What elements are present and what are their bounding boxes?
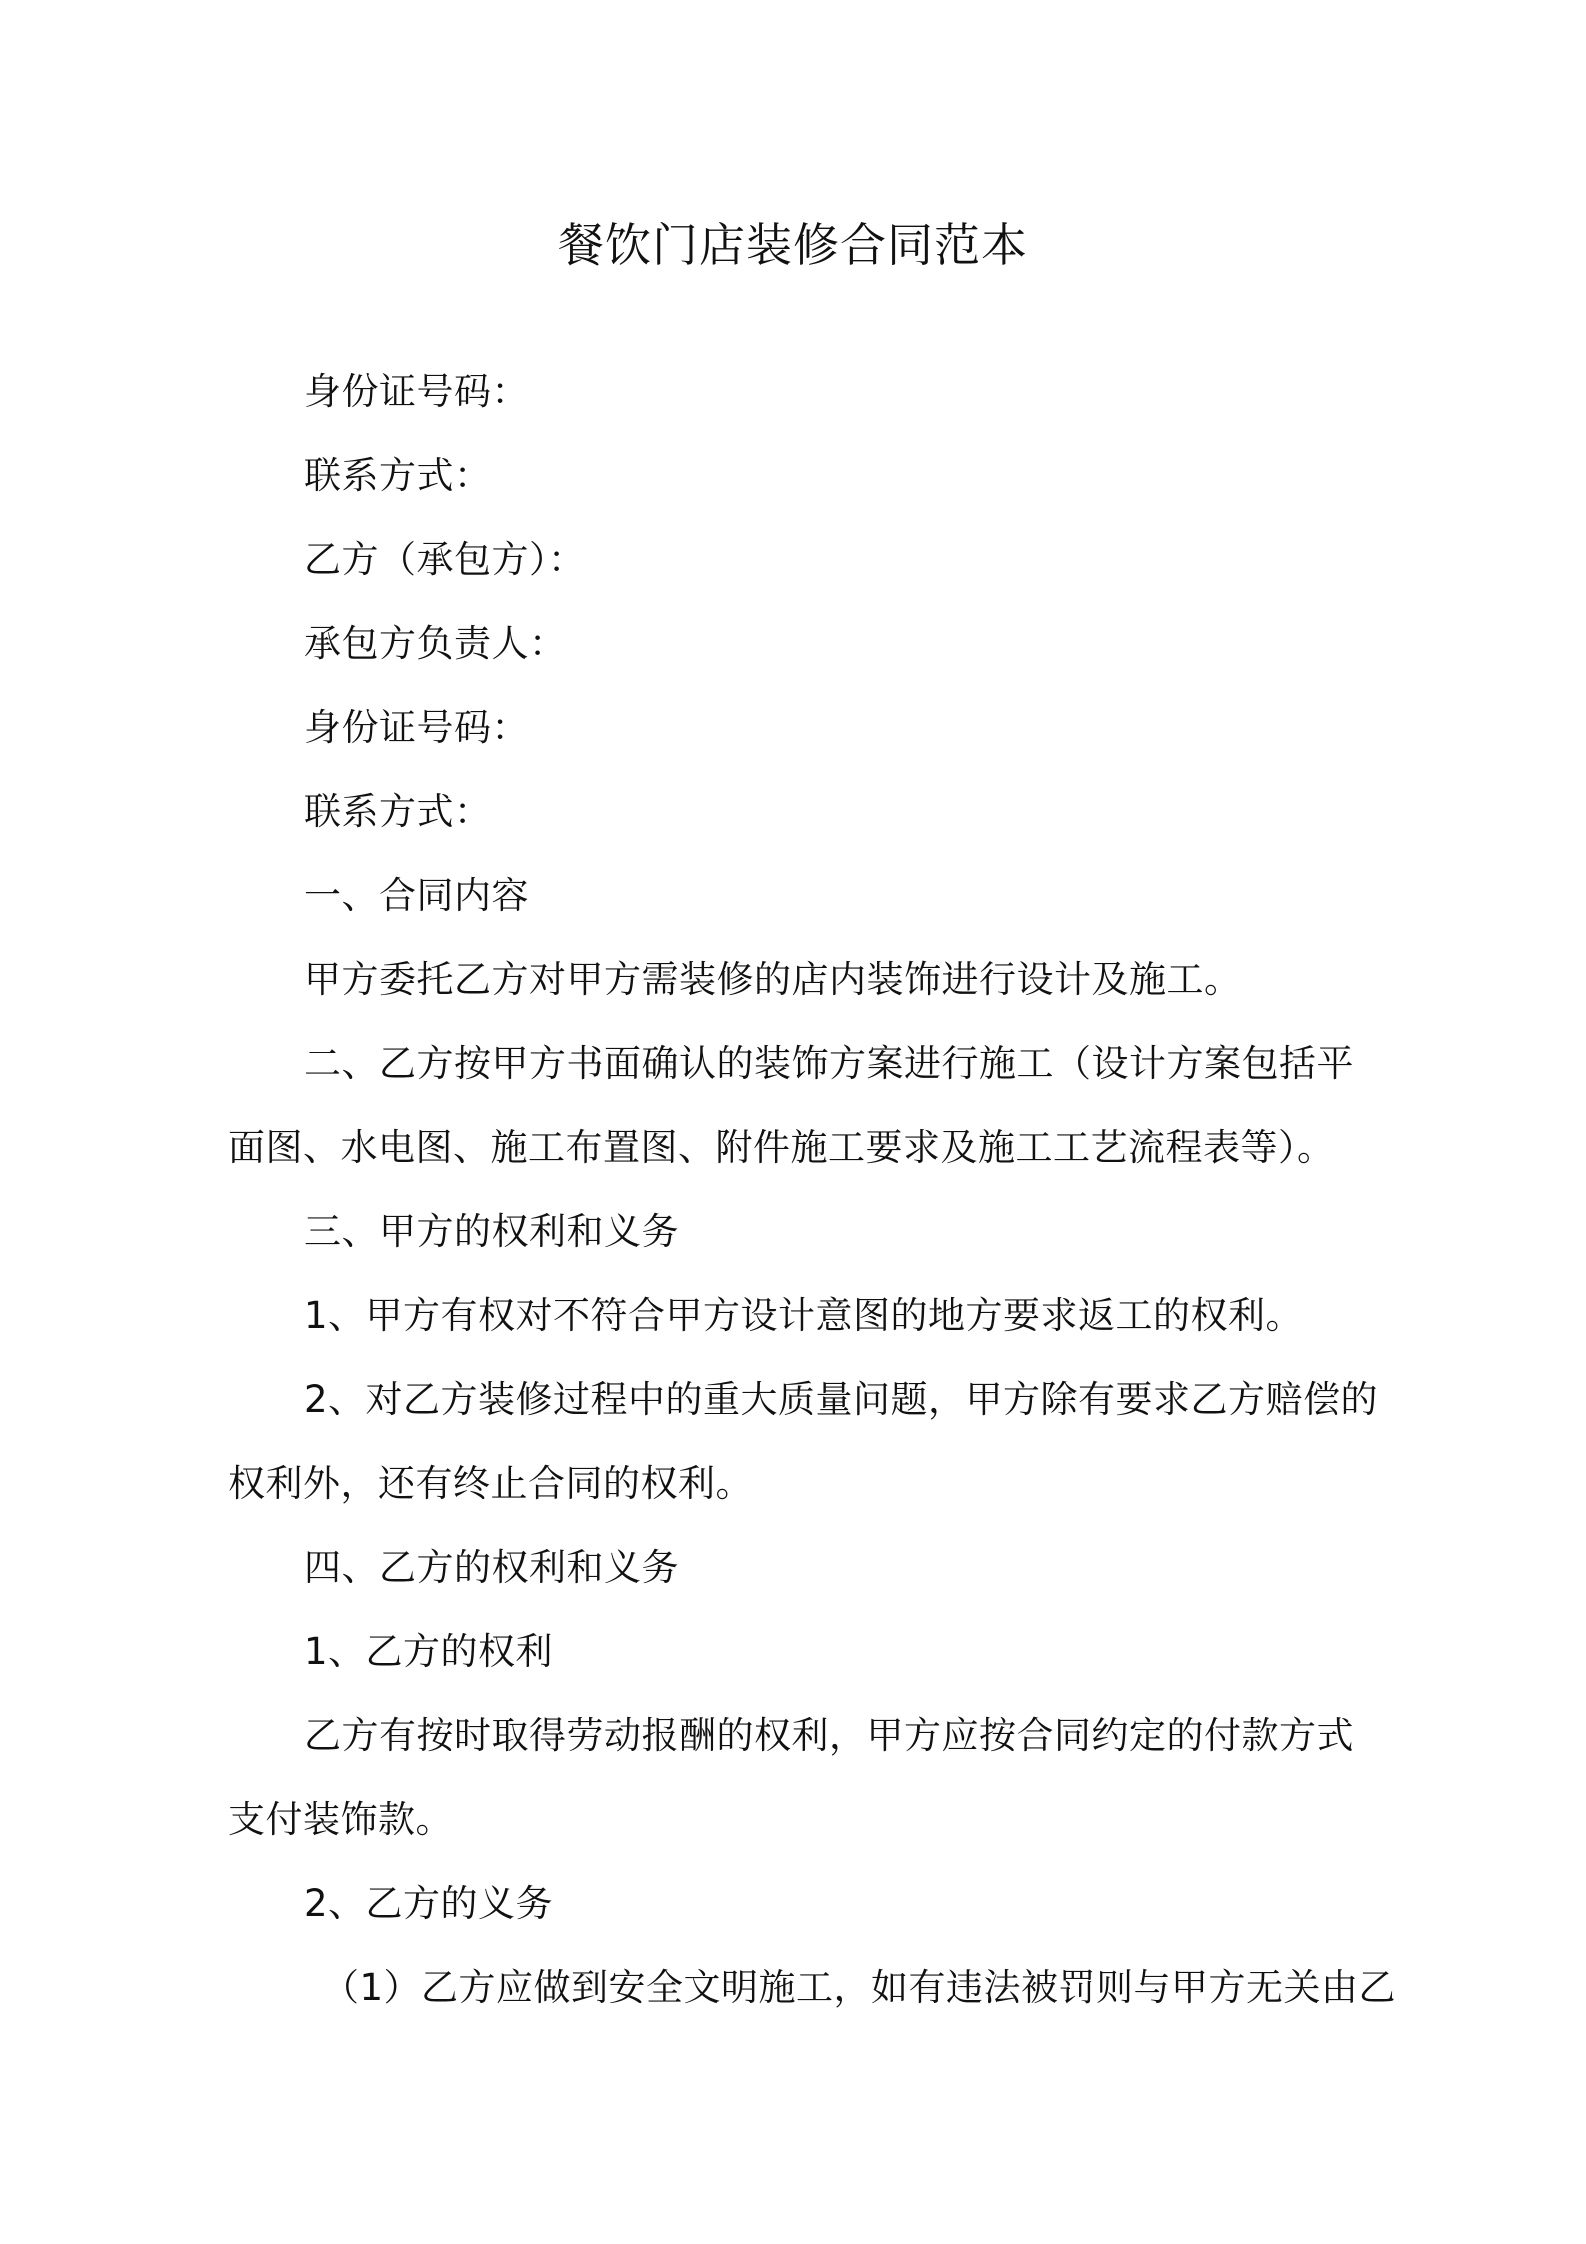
paragraph-line: 乙方有按时取得劳动报酬的权利，甲方应按合同约定的付款方式 <box>304 1714 1354 1757</box>
paragraph-line: 权利外，还有终止合同的权利。 <box>228 1462 753 1505</box>
section-heading-1: 一、合同内容 <box>304 874 529 917</box>
paragraph-line: 甲方委托乙方对甲方需装修的店内装饰进行设计及施工。 <box>304 958 1242 1001</box>
contact-line-b: 联系方式： <box>304 790 492 833</box>
list-item: （1）乙方应做到安全文明施工，如有违法被罚则与甲方无关由乙 <box>322 1966 1397 2009</box>
section-heading-2: 二、乙方按甲方书面确认的装饰方案进行施工（设计方案包括平 <box>304 1042 1354 1085</box>
contact-line: 联系方式： <box>304 454 492 497</box>
paragraph-line: 面图、水电图、施工布置图、附件施工要求及施工工艺流程表等）。 <box>228 1126 1335 1169</box>
document-title: 餐饮门店装修合同范本 <box>558 218 1028 272</box>
contractor-lead-line: 承包方负责人： <box>304 622 567 665</box>
subsection-heading: 1、乙方的权利 <box>304 1630 554 1673</box>
id-number-line-b: 身份证号码： <box>304 706 529 749</box>
section-heading-4: 四、乙方的权利和义务 <box>304 1546 679 1589</box>
list-item: 2、对乙方装修过程中的重大质量问题，甲方除有要求乙方赔偿的 <box>304 1378 1379 1421</box>
id-number-line: 身份证号码： <box>304 370 529 413</box>
list-item: 1、甲方有权对不符合甲方设计意图的地方要求返工的权利。 <box>304 1294 1304 1337</box>
section-heading-3: 三、甲方的权利和义务 <box>304 1210 679 1253</box>
subsection-heading: 2、乙方的义务 <box>304 1882 554 1925</box>
paragraph-line: 支付装饰款。 <box>228 1798 453 1841</box>
party-b-line: 乙方（承包方）： <box>304 538 586 581</box>
